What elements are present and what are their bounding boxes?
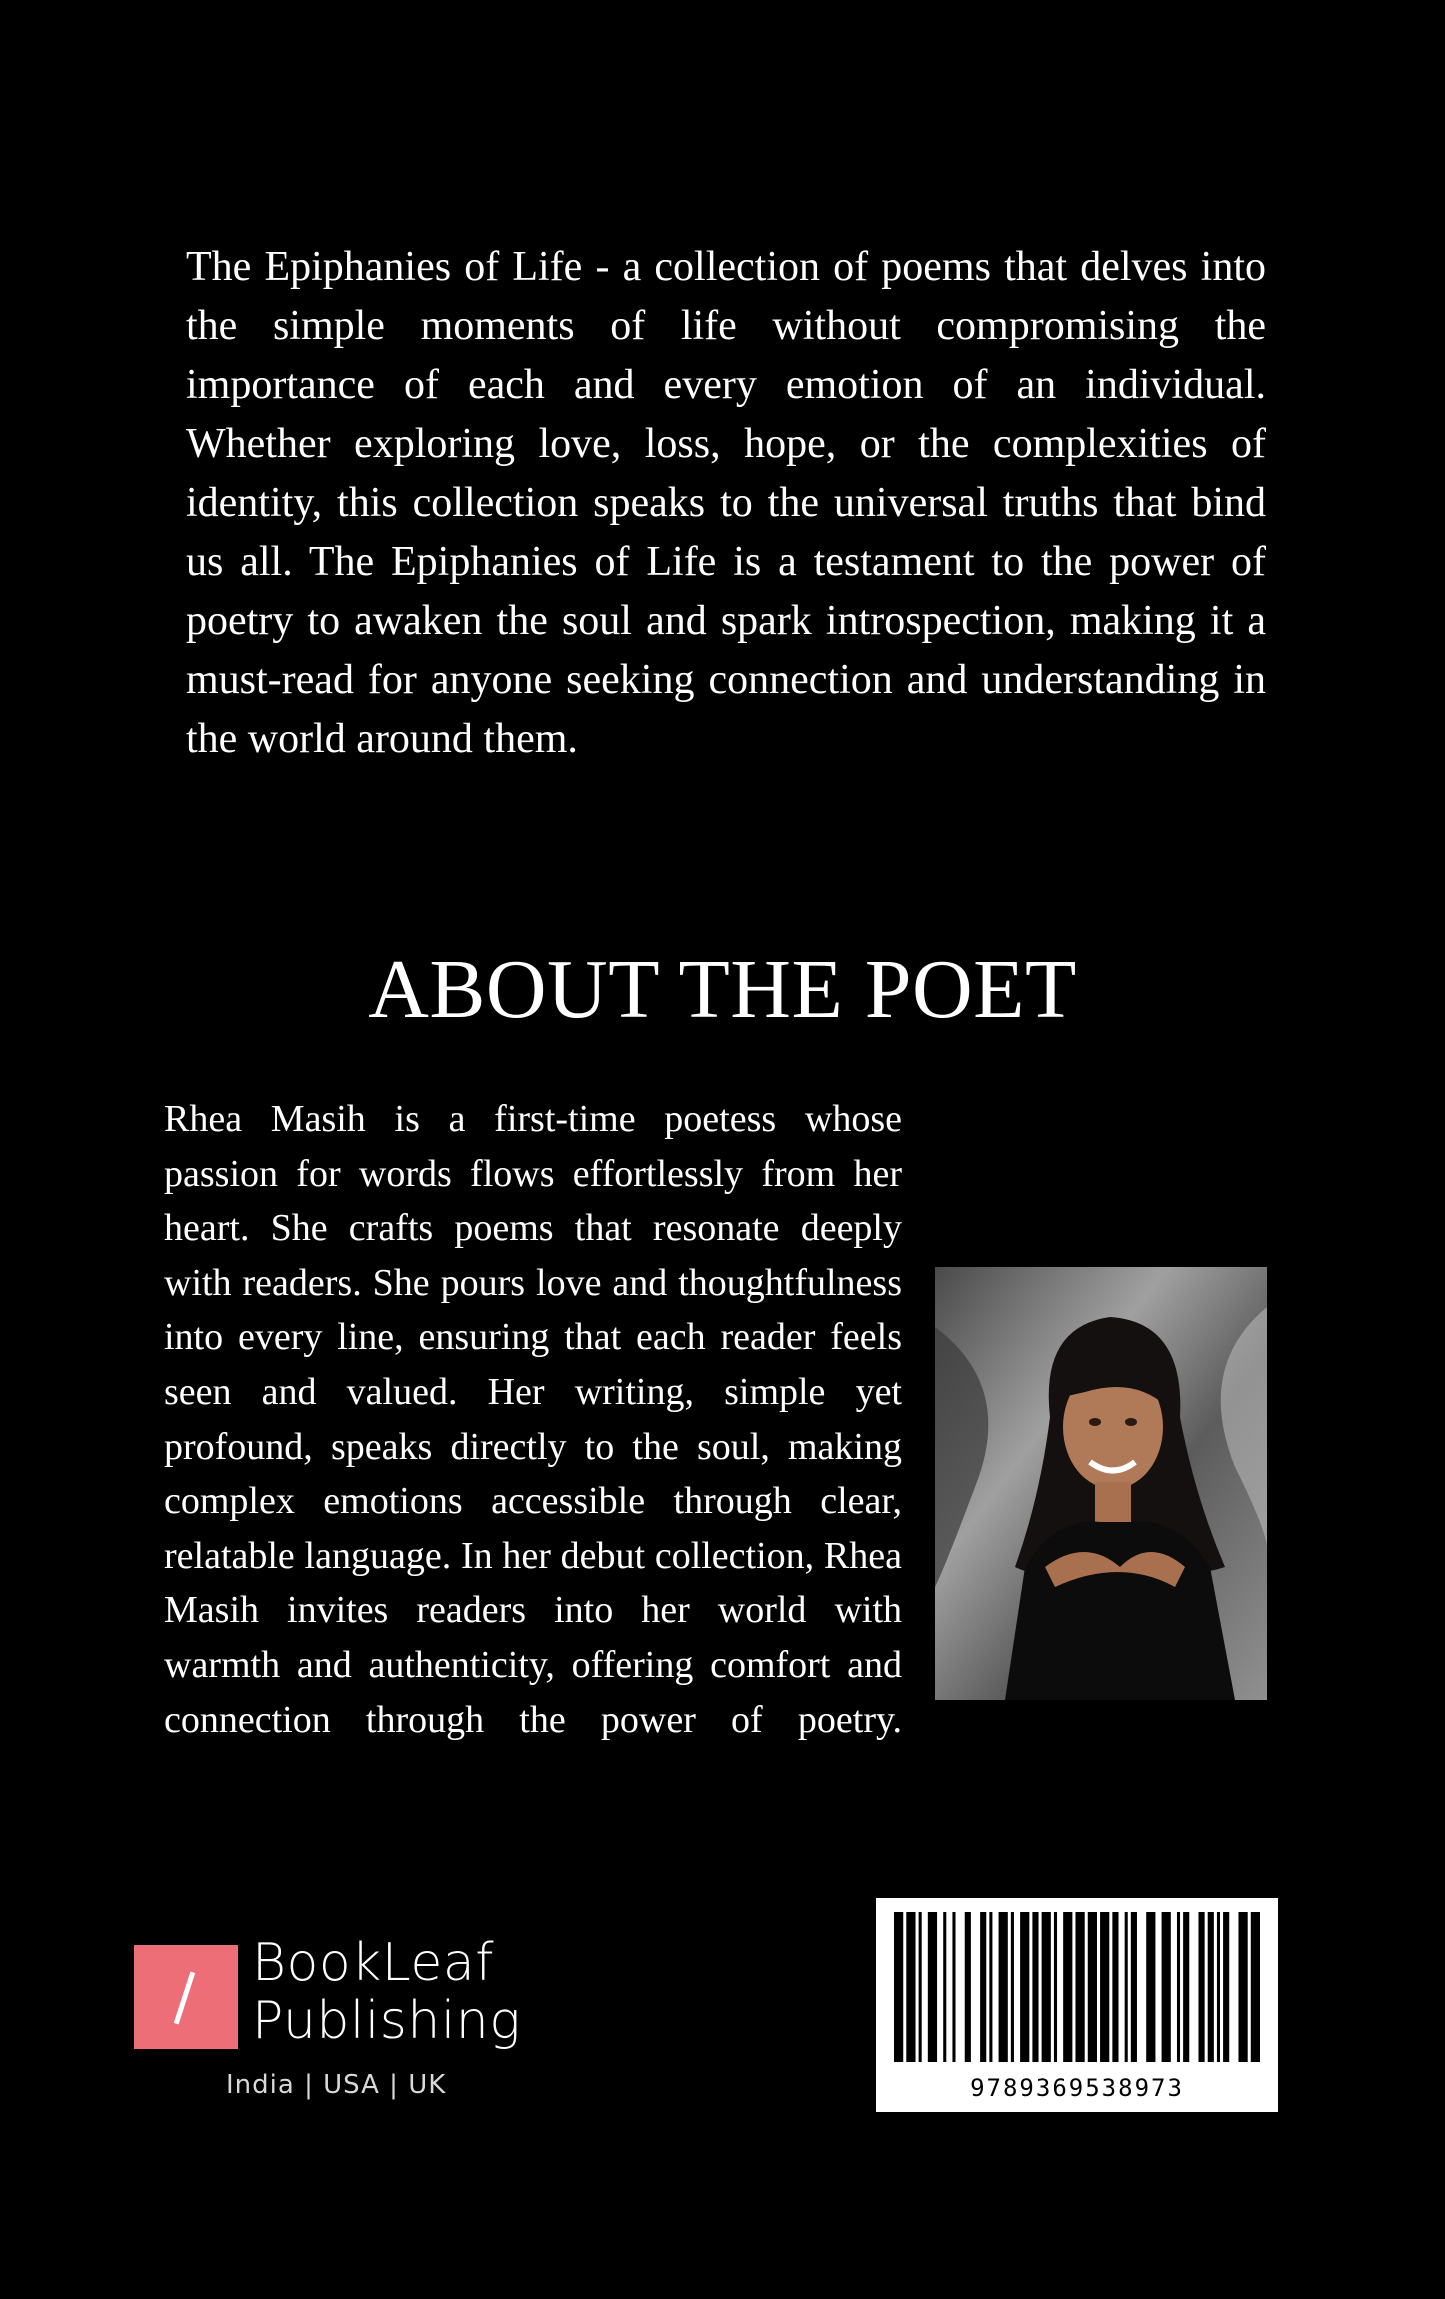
poet-portrait-image — [935, 1267, 1267, 1700]
book-blurb: The Epiphanies of Life - a collection of poems that delves into the simple moments of life without compromising the importance of each and every emotion of an individual. Whether exploring love, loss, hope, or the complexities of identity, this collection speaks to the universal truths that bind us all. The Epiphanies of Life is a testament to the power of poetry to awaken the soul and spark introspection, making it a must-read for anyone seeking connection and understanding in the world around them. — [186, 244, 1266, 762]
publisher-name-line1: BookLeaf — [252, 1933, 495, 1993]
barcode-bar — [1238, 1912, 1247, 2062]
barcode-bar — [1208, 1912, 1214, 2062]
barcode-bar — [952, 1912, 955, 2062]
barcode-bar — [1020, 1912, 1029, 2062]
barcode-bar — [1112, 1912, 1118, 2062]
isbn-barcode — [876, 1898, 1278, 2112]
barcode-bar — [943, 1912, 946, 2062]
barcode-bar — [1011, 1912, 1014, 2062]
barcode-bar — [1217, 1912, 1220, 2062]
barcode-bar — [1251, 1912, 1260, 2062]
barcode-bar — [919, 1912, 922, 2062]
barcode-bar — [980, 1912, 986, 2062]
about-the-poet-heading: ABOUT THE POET — [368, 943, 1077, 1036]
barcode-bar — [1223, 1912, 1229, 2062]
barcode-bars — [894, 1912, 1260, 2062]
barcode-bar — [906, 1912, 915, 2062]
barcode-bar — [1075, 1912, 1084, 2062]
barcode-bar — [1054, 1912, 1057, 2062]
barcode-bar — [965, 1912, 971, 2062]
publisher-name — [252, 1934, 521, 2050]
slash-mark — [174, 1972, 195, 2025]
barcode-bar — [1177, 1912, 1180, 2062]
barcode-bar — [1063, 1912, 1072, 2062]
barcode-bar — [999, 1912, 1008, 2062]
barcode-bar — [1146, 1912, 1155, 2062]
publisher-name-line2: Publishing — [252, 1991, 521, 2051]
barcode-bar — [1032, 1912, 1038, 2062]
barcode-bar — [928, 1912, 937, 2062]
barcode-bar — [1088, 1912, 1097, 2062]
poet-bio: Rhea Masih is a first-time poetess whose passion for words flows effortlessly from her heart. She crafts poems that resonate deeply with readers. She pours love and thoughtfulness into every line, ensuring that each reader feels seen and valued. Her writing, simple yet profound, speaks directly to the soul, making complex emotions accessible through clear, relatable language. In her debut collection, Rhea Masih invites readers into her world with warmth and authenticity, offering comfort and connection through the power of poetry. — [164, 1098, 902, 1741]
barcode-bar — [989, 1912, 992, 2062]
barcode-bar — [1198, 1912, 1204, 2062]
bookleaf-logo-icon — [134, 1945, 238, 2049]
barcode-bar — [894, 1912, 903, 2062]
barcode-bar — [1100, 1912, 1109, 2062]
publisher-regions: India | USA | UK — [226, 2070, 447, 2100]
barcode-bar — [1125, 1912, 1128, 2062]
barcode-bar — [1162, 1912, 1171, 2062]
publisher-logo — [134, 1933, 534, 2112]
barcode-bar — [1131, 1912, 1137, 2062]
barcode-bar — [1183, 1912, 1189, 2062]
portrait-illustration — [935, 1267, 1267, 1700]
barcode-bar — [1042, 1912, 1051, 2062]
isbn-number: 9789369538973 — [970, 2074, 1184, 2102]
